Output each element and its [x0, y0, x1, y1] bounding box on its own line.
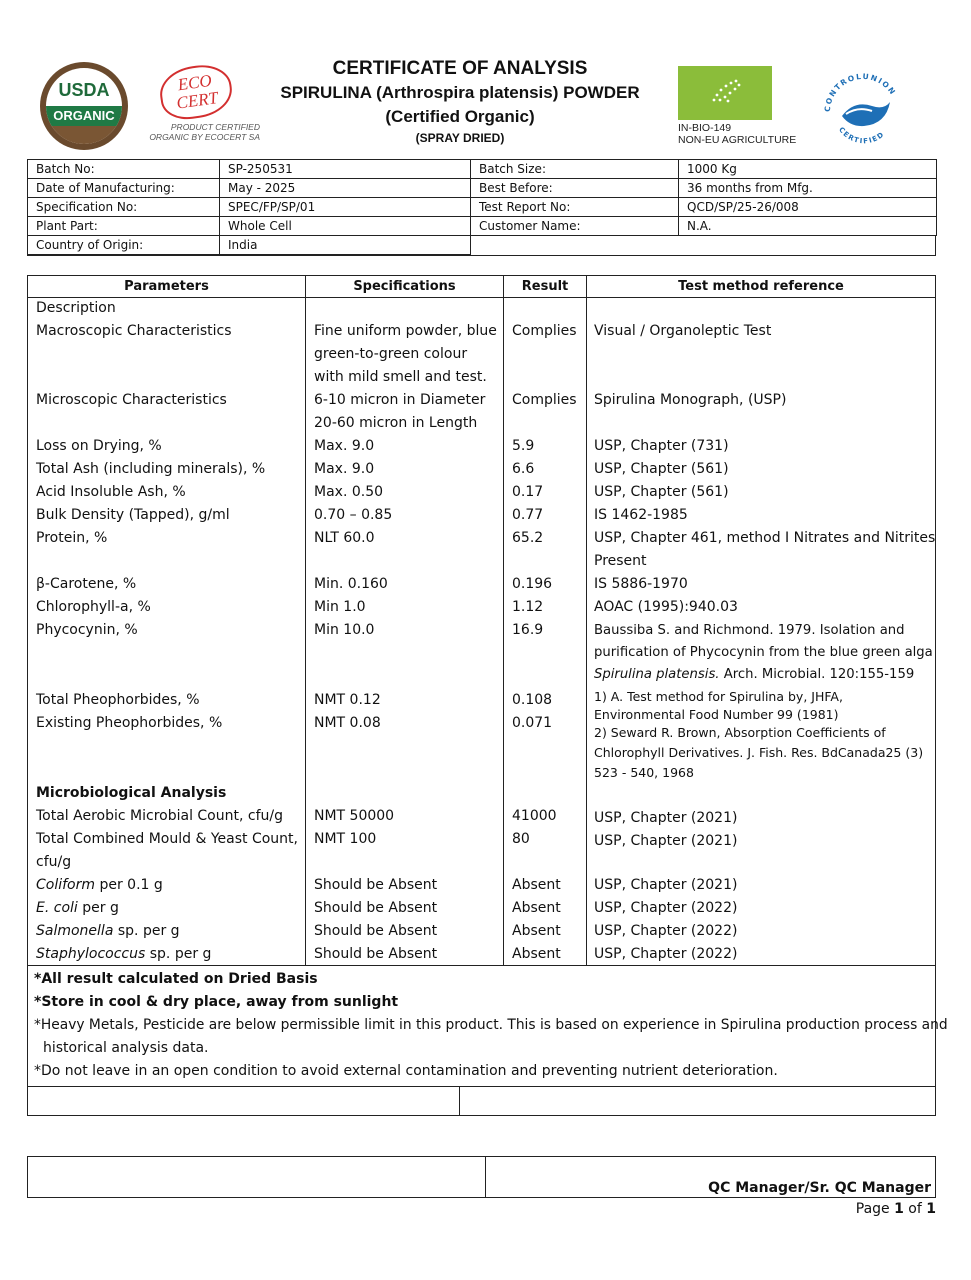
info-row: [28, 236, 937, 255]
phyco-spec: Min 10.0: [314, 622, 375, 638]
pathogen-param: [36, 943, 211, 966]
pheo-total-spec: NMT 0.12: [314, 692, 381, 708]
pathogen-method: USP, Chapter (2021): [594, 877, 738, 893]
table-row-result: 0.77: [512, 507, 544, 523]
macro-method: Visual / Organoleptic Test: [594, 323, 772, 339]
table-row-method: IS 1462-1985: [594, 507, 688, 523]
pheo-total-param: Total Pheophorbides, %: [36, 692, 200, 708]
table-row-method: USP, Chapter (561): [594, 484, 729, 500]
ecocert-text-eco: ECO: [176, 70, 213, 95]
table-row-result: 0.196: [512, 576, 553, 592]
page-of: of: [903, 1201, 927, 1217]
tcmy-spec: NMT 100: [314, 831, 377, 847]
pathogen-spec: Should be Absent: [314, 877, 438, 893]
tamc-spec: NMT 50000: [314, 808, 395, 824]
product-process: (SPRAY DRIED): [415, 131, 505, 145]
table-row-result: 6.6: [512, 461, 535, 477]
tamc-result: 41000: [512, 808, 557, 824]
col-divider: [305, 276, 306, 965]
micro-spec-1: 6-10 micron in Diameter: [314, 392, 486, 408]
signature-divider: [459, 1086, 460, 1116]
table-row-param: Loss on Drying, %: [36, 438, 162, 454]
page-current: 1: [894, 1201, 904, 1217]
plant-part-label: Plant Part:: [28, 217, 220, 236]
pathogen-result: Absent: [512, 877, 561, 893]
ecocert-caption: [140, 122, 260, 142]
eu-leaf-stars-icon: [708, 78, 742, 106]
protein-method-1: USP, Chapter 461, method I Nitrates and Nitrites: [594, 530, 936, 546]
tcmy-param-2: cfu/g: [36, 854, 72, 870]
table-row-result: 0.17: [512, 484, 544, 500]
table-row-spec: Max. 0.50: [314, 484, 384, 500]
eu-agriculture-label: NON-EU AGRICULTURE: [678, 134, 797, 146]
batch-size-label: Batch Size:: [471, 160, 679, 179]
phyco-method-species: Spirulina platensis.: [594, 667, 720, 682]
pathogen-result: Absent: [512, 900, 561, 916]
signature-box: [27, 1156, 936, 1198]
pathogen-organism: Coliform: [36, 877, 96, 893]
header-specifications: Specifications: [353, 279, 456, 294]
note-heavy-metals-cont: historical analysis data.: [43, 1040, 209, 1056]
page-prefix: Page: [855, 1201, 895, 1217]
batch-no-label: Batch No:: [28, 160, 220, 179]
pathogen-organism: Staphylococcus: [36, 946, 146, 962]
usda-logo-bottom: [46, 126, 122, 144]
info-row: [28, 217, 937, 236]
eu-organic-code: IN-BIO-149: [678, 122, 732, 134]
eu-organic-caption: [678, 122, 838, 146]
pathogen-unit: per 0.1 g: [95, 877, 163, 893]
svg-text:CERTIFIED: [837, 126, 886, 146]
info-empty-cell: [471, 236, 679, 255]
protein-result: 65.2: [512, 530, 544, 546]
ecocert-logo: [140, 66, 260, 146]
ecocert-text-cert: CERT: [175, 88, 220, 113]
pheo-total-result: 0.108: [512, 692, 553, 708]
pathogen-organism: Salmonella: [36, 923, 114, 939]
description-label: Description: [36, 300, 116, 316]
pathogen-method: USP, Chapter (2022): [594, 923, 738, 939]
macro-result: Complies: [512, 323, 577, 339]
protein-method-2: Present: [594, 553, 647, 569]
batch-info-table: [27, 159, 937, 255]
phyco-result: 16.9: [512, 622, 544, 638]
pathogen-organism: E. coli: [36, 900, 78, 916]
col-divider: [503, 276, 504, 965]
batch-no-value: SP-250531: [220, 160, 471, 179]
qc-manager-signatory: QC Manager/Sr. QC Manager: [708, 1180, 931, 1196]
table-row-spec: Max. 9.0: [314, 438, 375, 454]
eu-organic-leaf-logo: [678, 66, 772, 120]
pathogen-method: USP, Chapter (2022): [594, 946, 738, 962]
pathogen-method: USP, Chapter (2022): [594, 900, 738, 916]
phyco-method-citation: Arch. Microbial. 120:155-159: [719, 667, 915, 682]
pheo-exist-param: Existing Pheophorbides, %: [36, 715, 223, 731]
customer-name-value: N.A.: [679, 217, 937, 236]
table-row-result: 1.12: [512, 599, 544, 615]
phyco-param: Phycocynin, %: [36, 622, 138, 638]
phyco-method-1: Baussiba S. and Richmond. 1979. Isolation and: [594, 623, 905, 638]
table-row-method: AOAC (1995):940.03: [594, 599, 738, 615]
control-union-swoosh: [842, 102, 890, 126]
pathogen-spec: Should be Absent: [314, 946, 438, 962]
ecocert-caption-line-2: ORGANIC BY ECOCERT SA: [149, 132, 260, 142]
table-row-param: Bulk Density (Tapped), g/ml: [36, 507, 230, 523]
pathogen-param: [36, 897, 119, 920]
pheo-method-4: Chlorophyll Derivatives. J. Fish. Res. BdCanada25 (3): [594, 745, 924, 760]
info-table-bottom-line: [27, 255, 936, 256]
page-total: 1: [926, 1201, 936, 1217]
ecocert-badge: [157, 61, 236, 123]
mfg-date-label: Date of Manufacturing:: [28, 179, 220, 198]
note-heavy-metals: *Heavy Metals, Pesticide are below permissible limit in this product. This is based on experience in Spirulina production process and: [34, 1017, 948, 1033]
pathogen-unit: sp. per g: [145, 946, 212, 962]
table-row-spec: Min. 0.160: [314, 576, 388, 592]
pheo-exist-result: 0.071: [512, 715, 553, 731]
microbiological-heading: Microbiological Analysis: [36, 785, 227, 801]
usda-logo-top-text: USDA: [58, 80, 110, 100]
tcmy-method: USP, Chapter (2021): [594, 833, 738, 849]
table-row-method: IS 5886-1970: [594, 576, 688, 592]
note-dried-basis: *All result calculated on Dried Basis: [34, 971, 318, 987]
tamc-method: USP, Chapter (2021): [594, 810, 738, 826]
info-row: [28, 198, 937, 217]
col-divider: [586, 276, 587, 965]
micro-param: Microscopic Characteristics: [36, 392, 227, 408]
tcmy-result: 80: [512, 831, 530, 847]
test-report-value: QCD/SP/25-26/008: [679, 198, 937, 217]
micro-spec-2: 20-60 micron in Length: [314, 415, 478, 431]
table-row-param: Total Ash (including minerals), %: [36, 461, 266, 477]
pathogen-spec: Should be Absent: [314, 923, 438, 939]
macro-spec-1: Fine uniform powder, blue: [314, 323, 497, 339]
macro-spec-2: green-to-green colour: [314, 346, 468, 362]
signature-box-divider: [485, 1157, 486, 1197]
notes-bottom-line: [28, 1086, 935, 1087]
pheo-method-5: 523 - 540, 1968: [594, 765, 694, 780]
control-union-certified-logo: [820, 72, 906, 148]
table-row-param: β-Carotene, %: [36, 576, 137, 592]
table-row-result: 5.9: [512, 438, 535, 454]
customer-name-label: Customer Name:: [471, 217, 679, 236]
micro-result: Complies: [512, 392, 577, 408]
tamc-param: Total Aerobic Microbial Count, cfu/g: [36, 808, 283, 824]
protein-param: Protein, %: [36, 530, 108, 546]
certificate-title: CERTIFICATE OF ANALYSIS: [332, 58, 588, 79]
pathogen-spec: Should be Absent: [314, 900, 438, 916]
table-row-spec: Max. 9.0: [314, 461, 375, 477]
info-table-right-line: [935, 236, 936, 256]
batch-size-value: 1000 Kg: [679, 160, 937, 179]
pathogen-result: Absent: [512, 946, 561, 962]
control-union-certified-text: CERTIFIED: [837, 125, 887, 146]
header-result: Result: [521, 279, 569, 294]
phyco-method-2: purification of Phycocynin from the blue green alga: [594, 645, 933, 660]
pathogen-result: Absent: [512, 923, 561, 939]
certificate-title-block: [250, 58, 670, 148]
mfg-date-value: May - 2025: [220, 179, 471, 198]
pheo-method-1: 1) A. Test method for Spirulina by, JHFA,: [594, 689, 843, 704]
ecocert-caption-line-1: PRODUCT CERTIFIED: [170, 122, 260, 132]
table-row-spec: 0.70 – 0.85: [314, 507, 393, 523]
usda-logo-band-text: ORGANIC: [46, 106, 122, 126]
test-report-label: Test Report No:: [471, 198, 679, 217]
info-row: [28, 160, 937, 179]
plant-part-value: Whole Cell: [220, 217, 471, 236]
note-open-condition: *Do not leave in an open condition to avoid external contamination and preventing nutrient deterioration.: [34, 1063, 778, 1079]
product-certification: (Certified Organic): [385, 107, 535, 126]
macro-param: Macroscopic Characteristics: [36, 323, 232, 339]
header-parameters: Parameters: [124, 279, 209, 294]
country-value: India: [220, 236, 471, 255]
info-empty-cell: [679, 236, 937, 255]
table-row-param: Acid Insoluble Ash, %: [36, 484, 186, 500]
micro-method: Spirulina Monograph, (USP): [594, 392, 787, 408]
pheo-exist-spec: NMT 0.08: [314, 715, 381, 731]
protein-spec: NLT 60.0: [314, 530, 375, 546]
info-row: [28, 179, 937, 198]
control-union-text: CONTROLUNION: [822, 72, 898, 113]
pathogen-unit: sp. per g: [113, 923, 180, 939]
pheo-method-3: 2) Seward R. Brown, Absorption Coefficients of: [594, 725, 886, 740]
best-before-value: 36 months from Mfg.: [679, 179, 937, 198]
analysis-table: [27, 275, 948, 1116]
best-before-label: Best Before:: [471, 179, 679, 198]
macro-spec-3: with mild smell and test.: [314, 369, 487, 385]
page-number: [856, 1199, 936, 1219]
table-row-method: USP, Chapter (731): [594, 438, 729, 454]
pathogen-param: [36, 874, 163, 897]
table-row-param: Chlorophyll-a, %: [36, 599, 151, 615]
phyco-method-3: [594, 665, 914, 684]
pathogen-unit: per g: [77, 900, 119, 916]
header-test-method: Test method reference: [678, 279, 844, 294]
spec-no-label: Specification No:: [28, 198, 220, 217]
header-underline: [28, 297, 935, 298]
usda-organic-logo: [40, 62, 128, 150]
tcmy-param-1: Total Combined Mould & Yeast Count,: [36, 831, 298, 847]
pheo-method-2: Environmental Food Number 99 (1981): [594, 707, 839, 722]
pathogen-param: [36, 920, 180, 943]
table-row-spec: Min 1.0: [314, 599, 366, 615]
table-row-method: USP, Chapter (561): [594, 461, 729, 477]
country-label: Country of Origin:: [28, 236, 220, 255]
note-storage: *Store in cool & dry place, away from sunlight: [34, 994, 399, 1010]
product-name: SPIRULINA (Arthrospira platensis) POWDER: [280, 83, 640, 102]
spec-no-value: SPEC/FP/SP/01: [220, 198, 471, 217]
